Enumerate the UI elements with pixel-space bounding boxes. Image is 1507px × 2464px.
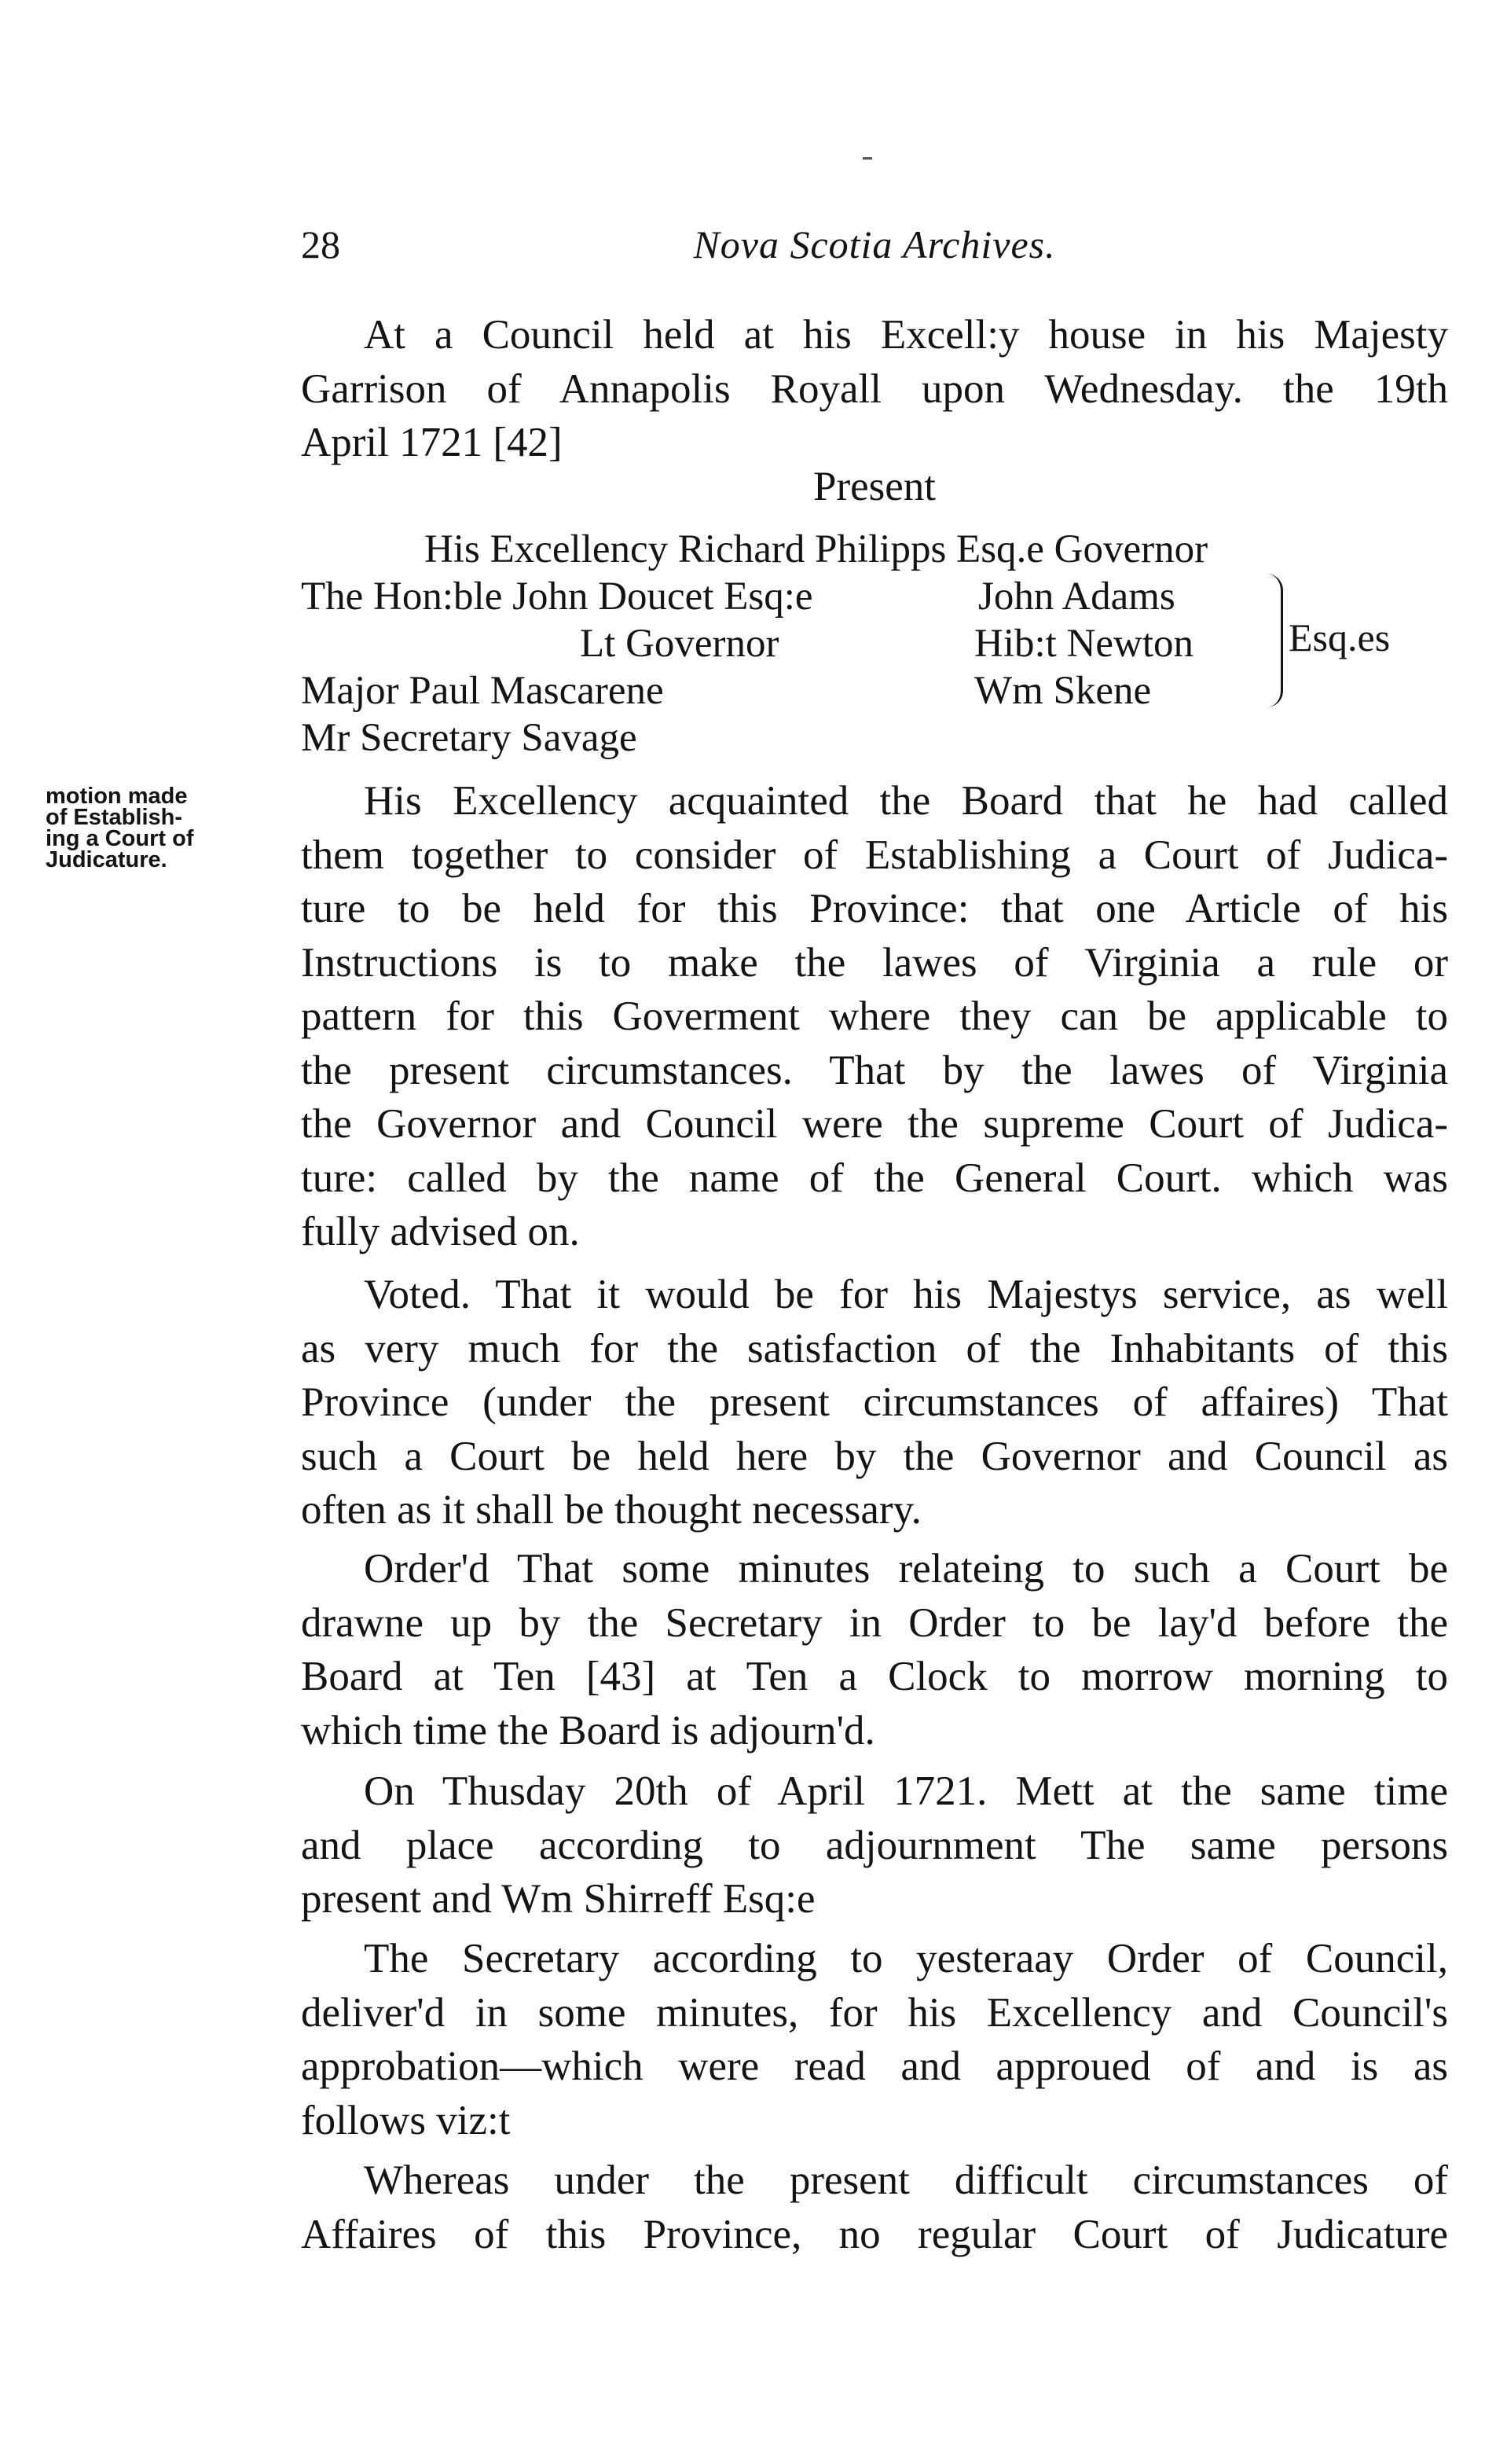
opening-line: April 1721 [42]: [301, 420, 563, 465]
text-line: Whereas under the present difficult circumstances of: [364, 2157, 1448, 2203]
text-line: His Excellency acquainted the Board that he had called: [364, 778, 1448, 824]
attendee-governor: His Excellency Richard Philipps Esq.e Governor: [424, 527, 1208, 571]
text-line: Board at Ten [43] at Ten a Clock to morrow morning to: [301, 1654, 1448, 1699]
page-header: [301, 222, 1448, 277]
text-line: The Secretary according to yesteraay Order of Council,: [364, 1936, 1448, 1981]
text-line: fully advised on.: [301, 1209, 580, 1254]
opening-line: At a Council held at his Excell:y house in his Majesty: [364, 312, 1448, 358]
attendee-lt-governor: Lt Governor: [580, 622, 779, 666]
paragraph-5: [301, 1932, 1448, 2147]
attendee-doucet: The Hon:ble John Doucet Esq:e: [301, 575, 813, 619]
margin-note-line: of Establish-: [46, 805, 183, 830]
attendee-newton: Hib:t Newton: [974, 622, 1194, 666]
text-line: deliver'd in some minutes, for his Excellency and Council's: [301, 1989, 1448, 2036]
margin-note-line: Judicature.: [46, 847, 167, 872]
text-line: present and Wm Shirreff Esq:e: [301, 1876, 816, 1922]
text-line: often as it shall be thought necessary.: [301, 1487, 922, 1533]
present-heading: Present: [812, 464, 937, 509]
page-number: 28: [301, 222, 340, 266]
text-line: and place according to adjournment The same persons: [301, 1822, 1448, 1868]
brace-mark: [1267, 574, 1283, 707]
esquires-label: Esq.es: [1289, 615, 1391, 659]
text-line: the present circumstances. That by the lawes of Virginia: [301, 1047, 1448, 1093]
text-line: Voted. That it would be for his Majestys service, as well: [364, 1272, 1448, 1317]
text-line: which time the Board is adjourn'd.: [301, 1707, 875, 1753]
text-line: as very much for the satisfaction of the Inhabitants of this: [301, 1325, 1448, 1372]
paragraph-1: [301, 774, 1448, 1259]
top-mark: [863, 157, 872, 160]
attendee-savage: Mr Secretary Savage: [301, 716, 637, 760]
text-line: approbation—which were read and approued of and is as: [301, 2044, 1448, 2089]
text-line: pattern for this Goverment where they can be applicable to: [301, 993, 1448, 1039]
running-head: Nova Scotia Archives.: [693, 222, 1056, 266]
text-line: On Thusday 20th of April 1721. Mett at the same time: [364, 1768, 1448, 1814]
text-line: follows viz:t: [301, 2097, 511, 2143]
margin-note-line: ing a Court of: [46, 826, 194, 851]
text-line: the Governor and Council were the supreme Court of Judica-: [301, 1101, 1448, 1147]
attendee-adams: John Adams: [978, 575, 1175, 619]
paragraph-6: [301, 2154, 1448, 2261]
margin-note: [46, 786, 285, 871]
attendee-mascarene: Major Paul Mascarene: [301, 669, 664, 713]
attendee-skene: Wm Skene: [974, 669, 1152, 713]
text-line: drawne up by the Secretary in Order to be lay'd before the: [301, 1599, 1448, 1646]
text-line: Province (under the present circumstances of affaires) That: [301, 1379, 1448, 1425]
text-line: such a Court be held here by the Governor and Council as: [301, 1433, 1448, 1479]
text-line: them together to consider of Establishing a Court of Judica-: [301, 832, 1448, 878]
opening-line: Garrison of Annapolis Royall upon Wednesday. the 19th: [301, 365, 1448, 412]
text-line: ture to be held for this Province: that one Article of his: [301, 886, 1448, 931]
paragraph-3: [301, 1542, 1448, 1757]
paragraph-4: [301, 1764, 1448, 1926]
paragraph-2: [301, 1268, 1448, 1537]
text-line: Order'd That some minutes relateing to such a Court be: [364, 1546, 1448, 1592]
text-line: Instructions is to make the lawes of Virginia a rule or: [301, 939, 1448, 986]
text-line: Affaires of this Province, no regular Court of Judicature: [301, 2211, 1448, 2257]
opening-paragraph: [301, 308, 1448, 470]
margin-note-line: motion made: [46, 784, 188, 809]
text-line: ture: called by the name of the General Court. which was: [301, 1155, 1448, 1201]
